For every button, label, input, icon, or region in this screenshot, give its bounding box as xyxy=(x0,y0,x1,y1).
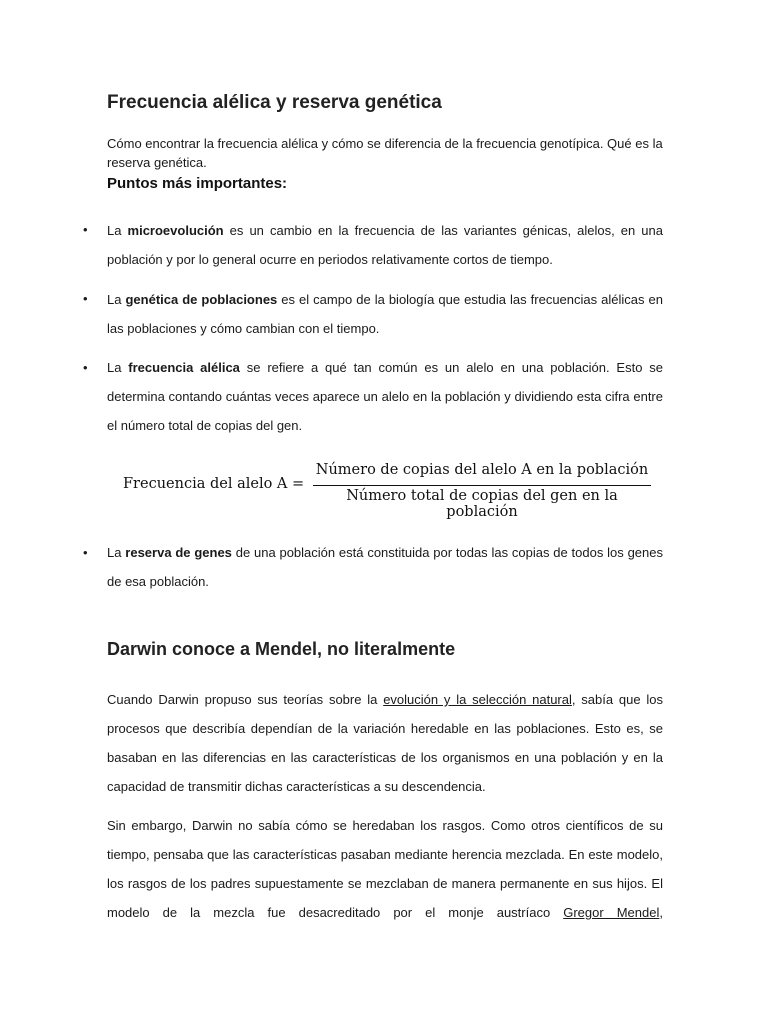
formula-denominator: Número total de copias del gen en la población xyxy=(346,488,618,520)
bullet-term: microevolución xyxy=(127,223,224,238)
key-points-heading: Puntos más importantes: xyxy=(107,175,288,192)
bullet-frecuencia-alelica xyxy=(107,353,663,440)
bullet-post: se refiere a qué tan común es un alelo en una población. Esto se determina contando cuántas veces aparece un alelo en la población y dividiendo esta cifra entre el número total de copias del gen. xyxy=(107,360,663,433)
formula-lhs: Frecuencia del alelo A = xyxy=(123,476,305,492)
bullet-pre: La xyxy=(107,292,126,307)
para-text: Sin embargo, Darwin no sabía cómo se heredaban los rasgos. Como otros científicos de su tiempo, pensaba que las características pasaban mediante herencia mezclada. En este modelo, los rasgos de los padres supuestamente se mezclaban de manera permanente en sus hijos. El modelo de la mezcla fue desacreditado por el monje austríaco xyxy=(107,818,663,920)
para-text: , sabía que los procesos que describía dependían de la variación heredable en las poblaciones. Esto es, se basaban en las diferencias en las características de los organismos en una población y en la capacidad de transmitir dichas características a su descendencia. xyxy=(107,692,663,794)
para-text: Cuando Darwin propuso sus teorías sobre la xyxy=(107,692,384,707)
bullet-icon: • xyxy=(83,545,88,560)
allele-frequency-formula xyxy=(123,462,653,520)
bullet-pre: La xyxy=(107,545,126,560)
bullet-pre: La xyxy=(107,223,128,238)
bullet-pre: La xyxy=(107,360,129,375)
bullet-icon: • xyxy=(83,291,88,306)
paragraph-herencia xyxy=(107,811,663,927)
fraction-bar xyxy=(313,485,651,486)
bullet-term: reserva de genes xyxy=(125,545,232,560)
link-gregor-mendel[interactable]: Gregor Mendel xyxy=(563,905,660,920)
bullet-microevolucion xyxy=(107,216,663,274)
bullet-reserva-genes xyxy=(107,538,663,596)
heading-darwin-mendel: Darwin conoce a Mendel, no literalmente xyxy=(107,639,456,659)
heading-frecuencia-alelica: Frecuencia alélica y reserva genética xyxy=(107,92,442,113)
formula-numerator: Número de copias del alelo A en la población xyxy=(315,462,649,478)
link-evolucion-seleccion[interactable]: evolución y la selección natural xyxy=(383,692,572,707)
bullet-icon: • xyxy=(83,222,88,237)
bullet-post: de una población está constituida por todas las copias de todos los genes de esa población. xyxy=(107,545,664,589)
paragraph-darwin xyxy=(107,685,663,801)
bullet-post: es el campo de la biología que estudia las frecuencias alélicas en las poblaciones y cómo cambian con el tiempo. xyxy=(107,292,663,336)
bullet-genetica-poblaciones xyxy=(107,285,663,343)
intro-paragraph: Cómo encontrar la frecuencia alélica y cómo se diferencia de la frecuencia genotípica. Qué es la reserva genética. xyxy=(107,136,663,170)
para-text: , xyxy=(659,905,663,920)
bullet-term: genética de poblaciones xyxy=(125,292,278,307)
bullet-icon: • xyxy=(83,360,88,375)
bullet-term: frecuencia alélica xyxy=(128,360,240,375)
bullet-post: es un cambio en la frecuencia de las variantes génicas, alelos, en una población y por lo general ocurre en periodos relativamente cortos de tiempo. xyxy=(107,223,663,267)
formula-fraction xyxy=(313,462,651,520)
